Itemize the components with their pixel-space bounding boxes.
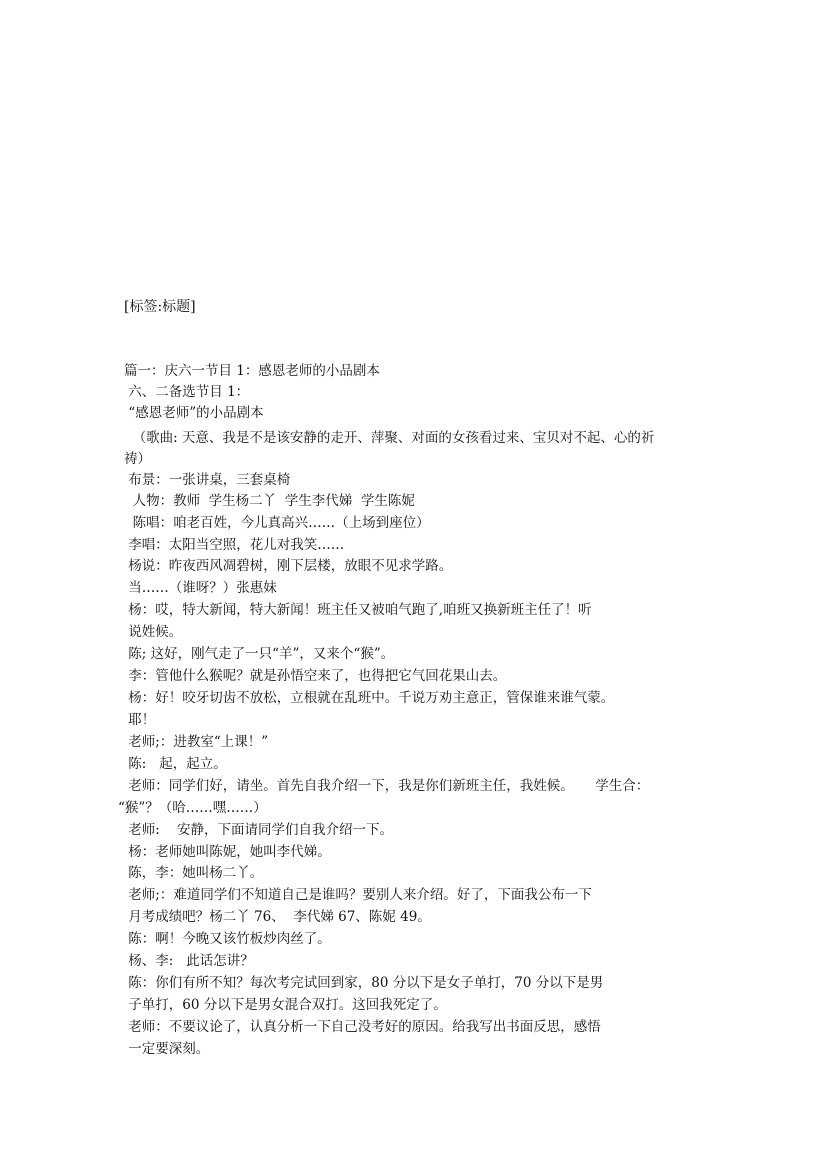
text-line: 陈: 起，起立。 (124, 756, 227, 772)
text-line: “感恩老师”的小品剧本 (124, 405, 264, 421)
text-line: 一定要深刻。 (124, 1041, 210, 1057)
title-tag: [标签:标题] (124, 299, 196, 315)
text-line: 老师;：难道同学们不知道自己是谁吗？要别人来介绍。好了，下面我公布一下 (124, 887, 592, 903)
text-line: 六、二备选节目 1： (124, 384, 250, 400)
text-line: 祷） (124, 451, 151, 467)
text-line: 当……（谁呀？）张惠妹 (124, 580, 277, 596)
text-line: 陈; 这好，刚气走了一只“羊”，又来个“猴”。 (124, 646, 395, 662)
text-line: 陈：你们有所不知？每次考完试回到家，80 分以下是女子单打，70 分以下是男 (124, 975, 604, 991)
text-line: 耶！ (124, 712, 156, 728)
text-line: （歌曲: 天意、我是不是该安静的走开、萍聚、对面的女孩看过来、宝贝对不起、心的祈 (124, 430, 655, 446)
text-line: 老师;：进教室“上课！” (124, 734, 269, 750)
text-line: 老师：不要议论了，认真分析一下自己没考好的原因。给我写出书面反思，感悟 (124, 1019, 601, 1035)
text-line: 李唱：太阳当空照，花儿对我笑…… (124, 537, 345, 553)
text-line: 篇一：庆六一节目 1：感恩老师的小品剧本 (124, 363, 380, 379)
text-line: 老师：同学们好，请坐。首先自我介绍一下，我是你们新班主任，我姓候。 学生合： (124, 778, 650, 794)
text-line: 陈：啊！今晚又该竹板炒肉丝了。 (124, 931, 331, 947)
text-line: 月考成绩吧？杨二丫 76、 李代娣 67、陈妮 49。 (124, 909, 431, 925)
text-line: “猴”？（哈……嘿……） (118, 800, 267, 816)
text-line: 老师: 安静，下面请同学们自我介绍一下。 (124, 822, 394, 838)
text-line: 布景：一张讲桌，三套桌椅 (124, 472, 291, 488)
text-line: 人物：教师 学生杨二丫 学生李代娣 学生陈妮 (124, 493, 415, 509)
text-line: 子单打，60 分以下是男女混合双打。这回我死定了。 (124, 997, 447, 1013)
text-line: 杨：老师她叫陈妮，她叫李代娣。 (124, 844, 331, 860)
text-line: 陈唱：咱老百姓，今儿真高兴……（上场到座位） (124, 515, 430, 531)
text-line: 李：管他什么猴呢？就是孙悟空来了，也得把它气回花果山去。 (124, 668, 507, 684)
text-line: 杨、李: 此话怎讲？ (124, 953, 254, 969)
text-line: 杨：好！咬牙切齿不放松，立根就在乱班中。千说万劝主意正，管保谁来谁气蒙。 (124, 690, 615, 706)
text-line: 陈，李：她叫杨二丫。 (124, 865, 264, 881)
text-line: 杨：哎，特大新闻，特大新闻！班主任又被咱气跑了,咱班又换新班主任了！听 (124, 602, 592, 618)
text-line: 杨说：昨夜西风凋碧树，刚下层楼，放眼不见求学路。 (124, 558, 453, 574)
text-line: 说姓候。 (124, 624, 183, 640)
